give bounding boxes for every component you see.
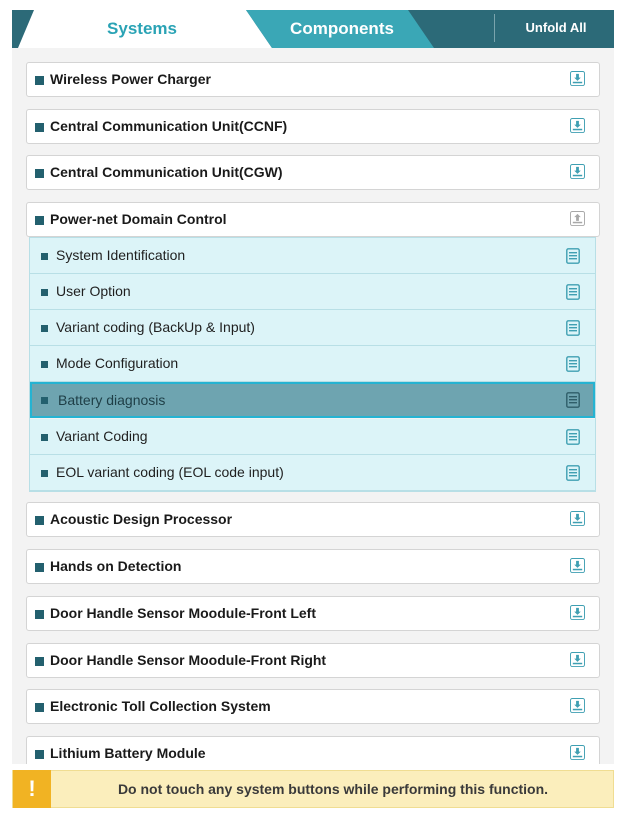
system-label: Central Communication Unit(CCNF): [50, 118, 288, 134]
row-bullet: [41, 470, 48, 477]
row-bullet: [41, 325, 48, 332]
system-row-ccu-cgw[interactable]: [26, 155, 600, 190]
sub-item-system-identification[interactable]: [30, 238, 595, 274]
expand-down-icon[interactable]: [570, 118, 585, 133]
system-row-door-handle-front-left[interactable]: [26, 596, 600, 631]
row-bullet: [35, 563, 44, 572]
expand-down-icon[interactable]: [570, 164, 585, 179]
warning-text: Do not touch any system buttons while performing this function.: [117, 781, 549, 797]
unfold-all-button[interactable]: Unfold All: [525, 20, 587, 35]
system-label: Door Handle Sensor Moodule-Front Right: [50, 652, 327, 668]
system-row-acoustic-design-processor[interactable]: [26, 502, 600, 537]
sub-item-label: Mode Configuration: [56, 355, 179, 371]
expand-down-icon[interactable]: [570, 71, 585, 86]
sub-item-battery-diagnosis[interactable]: [30, 382, 595, 418]
document-icon[interactable]: [566, 392, 580, 408]
document-icon[interactable]: [566, 284, 580, 300]
row-bullet: [35, 610, 44, 619]
document-icon[interactable]: [566, 465, 580, 481]
document-icon[interactable]: [566, 320, 580, 336]
expand-down-icon[interactable]: [570, 511, 585, 526]
expand-down-icon[interactable]: [570, 698, 585, 713]
expand-down-icon[interactable]: [570, 558, 585, 573]
row-bullet: [35, 657, 44, 666]
system-row-lithium-battery-module[interactable]: [26, 736, 600, 764]
system-label: Electronic Toll Collection System: [50, 698, 271, 714]
system-row-ccu-ccnf[interactable]: [26, 109, 600, 144]
warning-banner: [12, 770, 614, 808]
warning-icon: [13, 770, 51, 808]
header-divider: [494, 14, 495, 42]
expand-down-icon[interactable]: [570, 605, 585, 620]
row-bullet: [41, 361, 48, 368]
tab-systems[interactable]: [18, 10, 272, 48]
sub-item-variant-coding[interactable]: [30, 419, 595, 455]
system-label: Hands on Detection: [50, 558, 182, 574]
sub-item-label: Battery diagnosis: [58, 392, 166, 408]
row-bullet: [41, 434, 48, 441]
row-bullet: [35, 76, 44, 85]
row-bullet: [35, 216, 44, 225]
sub-item-mode-configuration[interactable]: [30, 346, 595, 382]
sub-item-variant-coding-backup[interactable]: [30, 310, 595, 346]
system-row-power-net-domain-control[interactable]: [26, 202, 600, 237]
expand-down-icon[interactable]: [570, 745, 585, 760]
document-icon[interactable]: [566, 248, 580, 264]
expand-down-icon[interactable]: [570, 652, 585, 667]
system-row-electronic-toll-collection[interactable]: [26, 689, 600, 724]
row-bullet: [35, 703, 44, 712]
tab-systems-label: Systems: [107, 19, 177, 38]
tab-components-label: Components: [290, 19, 394, 38]
document-icon[interactable]: [566, 356, 580, 372]
document-icon[interactable]: [566, 429, 580, 445]
row-bullet: [41, 289, 48, 296]
tab-components[interactable]: [246, 10, 434, 48]
row-bullet: [35, 169, 44, 178]
sub-item-eol-variant-coding[interactable]: [30, 455, 595, 491]
system-label: Acoustic Design Processor: [50, 511, 233, 527]
sub-item-label: User Option: [56, 283, 131, 299]
sub-item-label: Variant Coding: [56, 428, 148, 444]
system-row-wireless-power-charger[interactable]: [26, 62, 600, 97]
sub-item-label: Variant coding (BackUp & Input): [56, 319, 255, 335]
system-label: Wireless Power Charger: [50, 71, 211, 87]
row-bullet: [35, 516, 44, 525]
row-bullet: [41, 253, 48, 260]
sub-item-label: EOL variant coding (EOL code input): [56, 464, 284, 480]
system-row-door-handle-front-right[interactable]: [26, 643, 600, 678]
system-row-hands-on-detection[interactable]: [26, 549, 600, 584]
system-label: Power-net Domain Control: [50, 211, 227, 227]
sub-item-user-option[interactable]: [30, 274, 595, 310]
row-bullet: [35, 750, 44, 759]
collapse-up-icon[interactable]: [570, 211, 585, 226]
row-bullet: [35, 123, 44, 132]
system-label: Door Handle Sensor Moodule-Front Left: [50, 605, 316, 621]
system-label: Central Communication Unit(CGW): [50, 164, 283, 180]
warning-symbol: !: [28, 776, 36, 801]
row-bullet: [41, 397, 48, 404]
system-label: Lithium Battery Module: [50, 745, 206, 761]
sub-item-label: System Identification: [56, 247, 186, 263]
